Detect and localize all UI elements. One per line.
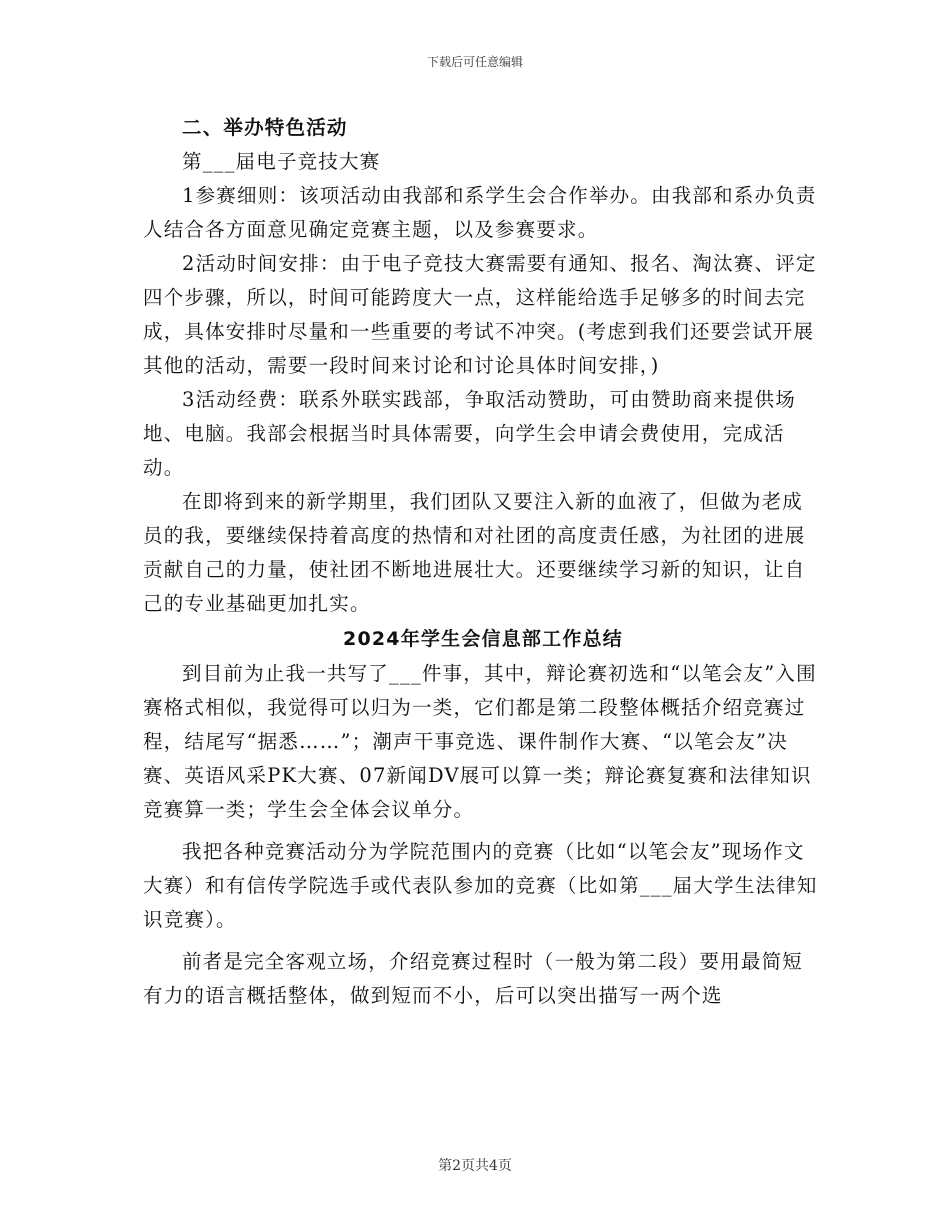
- paragraph-rules: 1参赛细则：该项活动由我部和系学生会合作举办。由我部和系办负责人结合各方面意见确定竞赛主题，以及参赛要求。: [143, 184, 817, 241]
- article-title: 2024年学生会信息部工作总结: [343, 628, 623, 650]
- paragraph-funding: 3活动经费：联系外联实践部，争取活动赞助，可由赞助商来提供场地、电脑。我部会根据当时具体需要，向学生会申请会费使用，完成活动。: [143, 388, 796, 479]
- section-heading: 二、举办特色活动: [182, 116, 348, 139]
- paragraph-competition-types: 我把各种竞赛活动分为学院范围内的竞赛（比如“以笔会友”现场作文大赛）和有信传学院选手或代表队参加的竞赛（比如第___届大学生法律知识竞赛）。: [143, 840, 818, 931]
- paragraph-schedule: 2活动时间安排：由于电子竞技大赛需要有通知、报名、淘汰赛、评定四个步骤，所以，时间可能跨度大一点，这样能给选手足够多的时间去完成，具体安排时尽量和一些重要的考试不冲突。(考虑到我们还要尝试开展其他的活动，需要一段时间来讨论和讨论具体时间安排，): [143, 252, 817, 377]
- paragraph-summary-count: 到目前为止我一共写了___件事，其中，辩论赛初选和“以笔会友”入围赛格式相似，我觉得可以归为一类，它们都是第二段整体概括介绍竞赛过程，结尾写“据悉……”；潮声干事竞选、课件制作大赛、“以笔会友”决赛、英语风采PK大赛、07新闻DV展可以算一类；辩论赛复赛和法律知识竞赛算一类；学生会全体会议单分。: [143, 662, 817, 821]
- page-number: 第2页共4页: [438, 1158, 512, 1174]
- paragraph-new-semester: 在即将到来的新学期里，我们团队又要注入新的血液了，但做为老成员的我，要继续保持着高度的热情和对社团的高度责任感，为社团的进展贡献自己的力量，使社团不断地进展壮大。还要继续学习新的知识，让自己的专业基础更加扎实。: [143, 490, 806, 615]
- page-header: 下载后可任意编辑: [426, 55, 523, 69]
- paragraph-objective-stance: 前者是完全客观立场，介绍竞赛过程时（一般为第二段）要用最简短有力的语言概括整体，做到短而不小，后可以突出描写一两个选: [143, 950, 804, 1007]
- document-body: [143, 111, 823, 1013]
- paragraph-event-name: 第___届电子竞技大赛: [182, 150, 381, 173]
